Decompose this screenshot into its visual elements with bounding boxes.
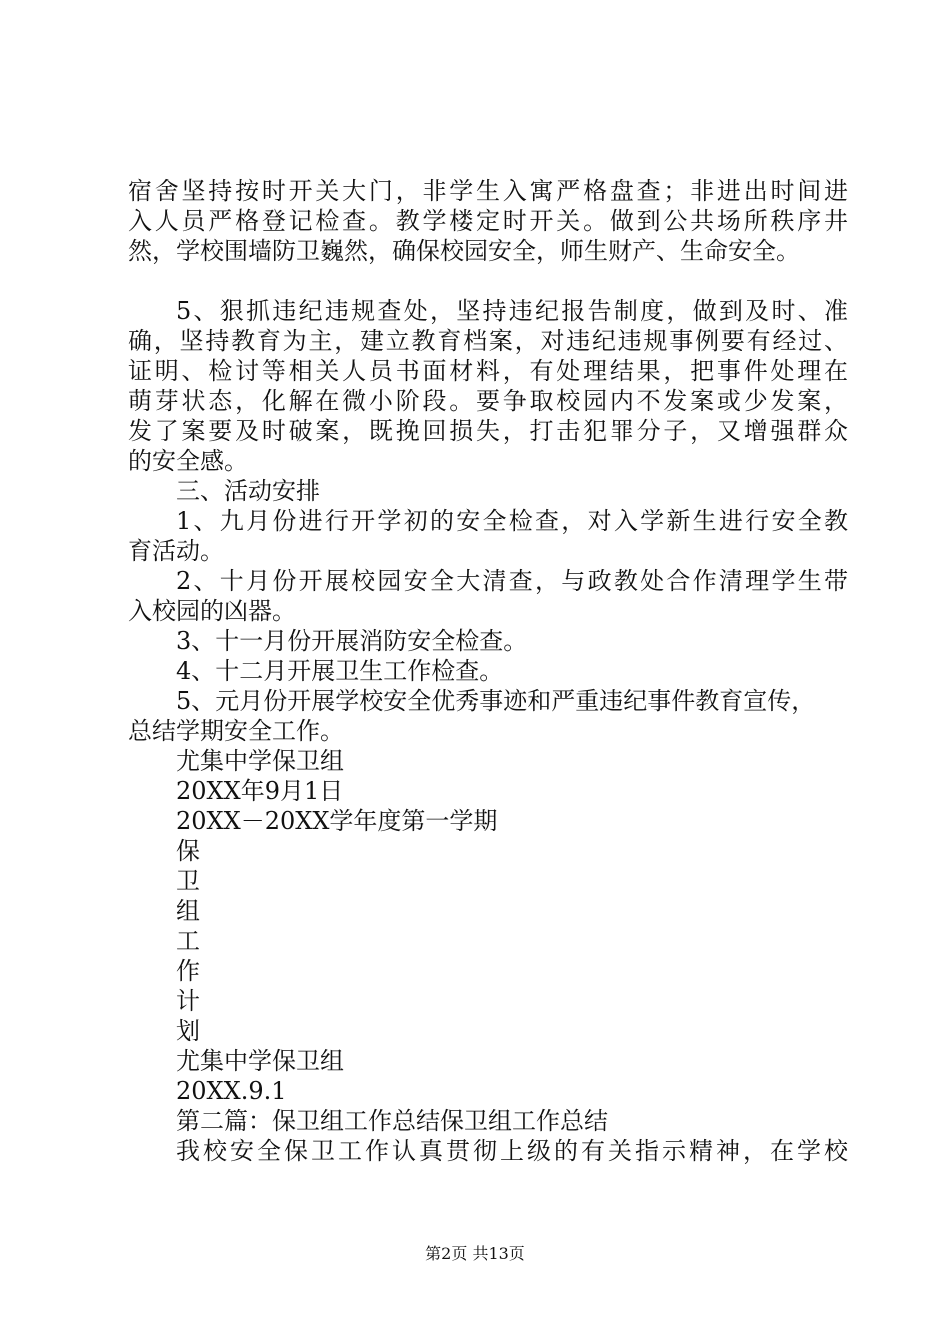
section-heading: 三、活动安排 — [176, 477, 320, 505]
text-line: 5、元月份开展学校安全优秀事迹和严重违纪事件教育宣传， — [176, 687, 816, 715]
page-footer: 第2页 共13页 — [425, 1244, 525, 1263]
signature-org: 尤集中学保卫组 — [176, 747, 344, 775]
text-line: 的安全感。 — [128, 447, 248, 475]
text-line: 3、十一月份开展消防安全检查。 — [176, 627, 528, 655]
text-line: 然，学校围墙防卫巍然，确保校园安全，师生财产、生命安全。 — [128, 237, 800, 265]
text-line: 证明、检讨等相关人员书面材料，有处理结果，把事件处理在 — [128, 357, 848, 385]
text-line: 确，坚持教育为主，建立教育档案，对违纪违规事例要有经过、 — [128, 327, 848, 355]
signature-org: 尤集中学保卫组 — [176, 1047, 344, 1075]
plan-term: 20XX－20XX学年度第一学期 — [176, 807, 498, 835]
chapter-heading: 第二篇：保卫组工作总结保卫组工作总结 — [176, 1107, 608, 1135]
text-line: 总结学期安全工作。 — [128, 717, 344, 745]
text-line: 1、九月份进行开学初的安全检查，对入学新生进行安全教 — [176, 507, 848, 535]
text-line: 5、狠抓违纪违规查处，坚持违纪报告制度，做到及时、准 — [176, 297, 848, 325]
vertical-title-char: 保 — [176, 837, 200, 865]
vertical-title-char: 划 — [176, 1017, 200, 1045]
text-line: 萌芽状态，化解在微小阶段。要争取校园内不发案或少发案， — [128, 387, 848, 415]
vertical-title-char: 计 — [176, 987, 200, 1015]
vertical-title-char: 组 — [176, 897, 200, 925]
text-line: 入校园的凶器。 — [128, 597, 296, 625]
text-line: 4、十二月开展卫生工作检查。 — [176, 657, 504, 685]
text-line: 发了案要及时破案，既挽回损失，打击犯罪分子，又增强群众 — [128, 417, 848, 445]
vertical-title-char: 工 — [176, 927, 200, 955]
document-body — [128, 176, 848, 1166]
vertical-title-char: 卫 — [176, 867, 200, 895]
text-line: 育活动。 — [128, 537, 224, 565]
text-line: 我校安全保卫工作认真贯彻上级的有关指示精神，在学校 — [176, 1137, 848, 1165]
text-line: 宿舍坚持按时开关大门，非学生入寓严格盘查；非进出时间进 — [128, 177, 848, 205]
text-line: 入人员严格登记检查。教学楼定时开关。做到公共场所秩序井 — [128, 207, 848, 235]
vertical-title-char: 作 — [176, 957, 200, 985]
signature-date: 20XX年9月1日 — [176, 777, 344, 805]
text-line: 2、十月份开展校园安全大清查，与政教处合作清理学生带 — [176, 567, 848, 595]
signature-date: 20XX.9.1 — [176, 1077, 287, 1105]
